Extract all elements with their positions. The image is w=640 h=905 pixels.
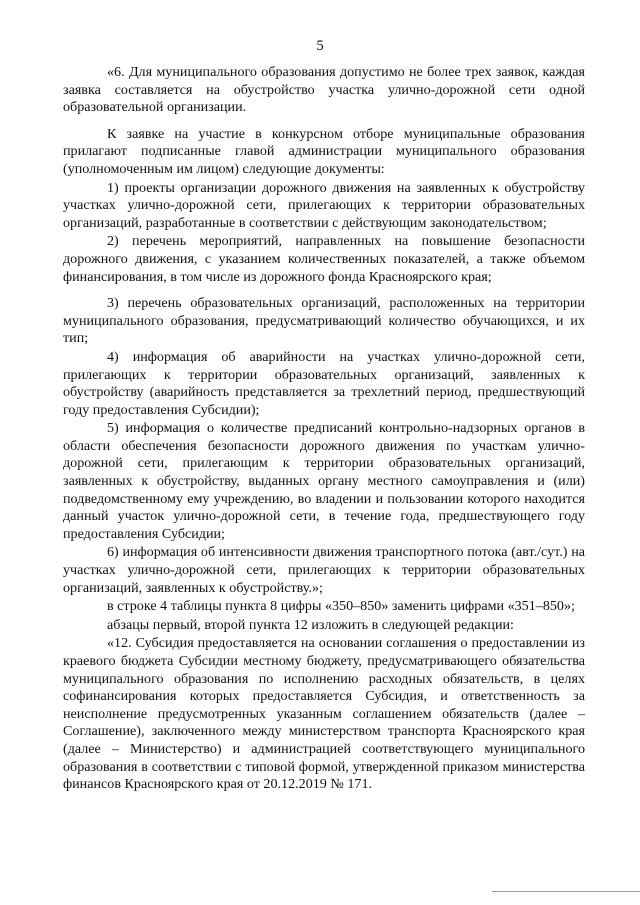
paragraph-clause-12: «12. Субсидия предоставляется на основании соглашения о предоставлении из краевого бюджета Субсидии местному бюджету, предусматривающего обязательства муниципального образования по исполнению расходных обязательств, в целях софинансирования которых предоставляется Субсидия, и ответственность за неисполнение предусмотренных указанным соглашением обязательств (далее – Соглашение), заключенного между министерством транспорта Красноярского края (далее – Министерство) и администрацией соответствующего муниципального образования в соответствии с типовой формой, утвержденной приказом министерства финансов Красноярского края от 20.12.2019 № 171. xyxy=(63,635,585,793)
document-body xyxy=(63,64,585,794)
paragraph-table-amendment: в строке 4 таблицы пункта 8 цифры «350–850» заменить цифрами «351–850»; xyxy=(107,598,575,615)
paragraph-item-2: 2) перечень мероприятий, направленных на повышение безопасности дорожного движения, с указанием количественных показателей, а также объемом финансирования, в том числе из дорожного фонда Красноярского края; xyxy=(63,233,585,285)
paragraph-item-3: 3) перечень образовательных организаций, расположенных на территории муниципального образования, предусматривающий количество обучающихся, и их тип; xyxy=(63,295,585,347)
paragraph-item-1: 1) проекты организации дорожного движения на заявленных к обустройству участках улично-дорожной сети, прилегающих к территории образовательных организаций, разработанные в соответствии с действующим законодательством; xyxy=(63,179,585,231)
paragraph-clause-12-intro: абзацы первый, второй пункта 12 изложить в следующей редакции: xyxy=(107,616,514,633)
paragraph-clause-6: «6. Для муниципального образования допустимо не более трех заявок, каждая заявка составляется на обустройство участка улично-дорожной сети одной образовательной организации. xyxy=(63,64,585,116)
paragraph-item-5: 5) информация о количестве предписаний контрольно-надзорных органов в области обеспечения безопасности дорожного движения по участкам улично-дорожной сети, прилегающим к территории образовательных организаций, заявленных к обустройству, выданных органу местного самоуправления и (или) подведомственному ему учреждению, во владении и пользовании которого находится данный участок улично-дорожной сети, в течение года, предшествующего году предоставления Субсидии; xyxy=(63,420,585,542)
paragraph-item-4: 4) информация об аварийности на участках улично-дорожной сети, прилегающих к территории образовательных организаций, заявленных к обустройству (аварийность представляется за трехлетний период, предшествующий году предоставления Субсидии); xyxy=(63,348,585,418)
paragraph-application-documents: К заявке на участие в конкурсном отборе муниципальные образования прилагают подписанные главой администрации муниципального образования (уполномоченным им лицом) следующие документы: xyxy=(63,125,585,177)
page-number: 5 xyxy=(316,38,324,54)
page-edge-mark xyxy=(492,891,640,892)
paragraph-item-6: 6) информация об интенсивности движения транспортного потока (авт./сут.) на участках улично-дорожной сети, прилегающих к территории образовательных организаций, заявленных к обустройству.»; xyxy=(63,544,585,596)
